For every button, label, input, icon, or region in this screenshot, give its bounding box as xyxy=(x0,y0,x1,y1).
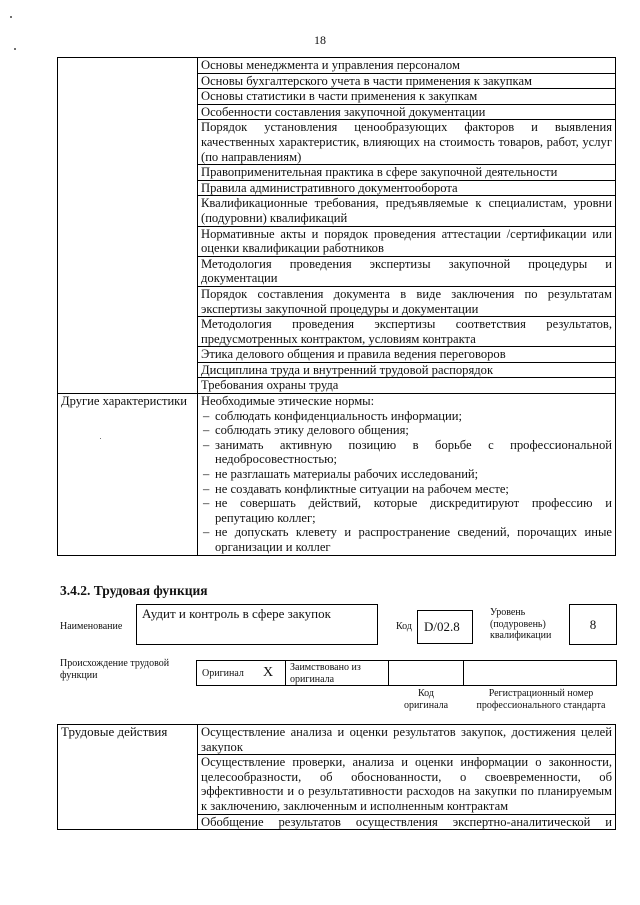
original-box xyxy=(196,660,286,686)
knowledge-item: Методология проведения экспертизы соответствия результатов, предусмотренных контрактом, условиям контракта xyxy=(198,317,616,347)
scan-speck xyxy=(14,48,16,50)
code-label: Код xyxy=(396,621,412,632)
knowledge-item: Основы бухгалтерского учета в части применения к закупкам xyxy=(198,73,616,89)
list-item: – не совершать действий, которые дискредитируют профессию и репутацию коллег; xyxy=(203,496,612,525)
knowledge-item: Основы менеджмента и управления персоналом xyxy=(198,58,616,74)
knowledge-item: Требования охраны труда xyxy=(198,378,616,394)
knowledge-item: Квалификационные требования, предъявляемые к специалистам, уровни (подуровни) квалификаций xyxy=(198,196,616,226)
table-row xyxy=(58,58,616,74)
ethics-norms-cell xyxy=(198,394,616,556)
list-item: – соблюдать этику делового общения; xyxy=(203,423,409,438)
norm-text: занимать активную позицию в борьбе с профессиональной недобросовестностью; xyxy=(215,437,612,467)
function-name-value: Аудит и контроль в сфере закупок xyxy=(142,606,331,621)
action-item: Осуществление проверки, анализа и оценки информации о законности, целесообразности, об обоснованности, о своевременности, об эффективности и о результативности расходов на закупки по планируемым к заключению, заключенным и исполненным контрактам xyxy=(198,755,616,814)
knowledge-item: Этика делового общения и правила ведения переговоров xyxy=(198,347,616,363)
code-original-box xyxy=(388,660,464,686)
level-value: 8 xyxy=(589,617,597,632)
norm-text: соблюдать конфиденциальность информации; xyxy=(215,408,463,423)
code-value: D/02.8 xyxy=(424,619,460,634)
name-label: Наименование xyxy=(60,621,123,632)
empty-label-cell xyxy=(58,58,198,394)
code-original-caption: Код оригинала xyxy=(403,688,449,711)
scan-speck xyxy=(10,16,12,18)
ethics-norms-list xyxy=(201,409,612,555)
borrowed-box xyxy=(285,660,389,686)
knowledge-item: Порядок составления документа в виде заключения по результатам экспертизы закупочной процедуры и документации xyxy=(198,286,616,316)
actions-table xyxy=(57,724,616,830)
origin-label: Происхождение трудовой функции xyxy=(60,658,170,681)
list-item: – соблюдать конфиденциальность информации; xyxy=(203,408,463,423)
ethics-norms-intro: Необходимые этические нормы: xyxy=(201,394,375,409)
code-box xyxy=(417,610,473,644)
reg-number-box xyxy=(463,660,617,686)
action-item: Осуществление анализа и оценки результатов закупок, достижения целей закупок xyxy=(198,725,616,755)
knowledge-item: Дисциплина труда и внутренний трудовой распорядок xyxy=(198,362,616,378)
level-box xyxy=(569,604,617,645)
norm-text: не создавать конфликтные ситуации на рабочем месте; xyxy=(215,481,509,496)
action-item: Обобщение результатов осуществления экспертно-аналитической и xyxy=(198,814,616,830)
function-name-box xyxy=(136,604,378,645)
knowledge-item: Методология проведения экспертизы закупочной процедуры и документации xyxy=(198,256,616,286)
norm-text: не разглашать материалы рабочих исследований; xyxy=(215,467,479,482)
list-item: – не создавать конфликтные ситуации на рабочем месте; xyxy=(203,481,509,496)
list-item: – не допускать клевету и распространение сведений, порочащих иные организации и коллег xyxy=(203,525,612,554)
knowledge-item: Правоприменительная практика в сфере закупочной деятельности xyxy=(198,165,616,181)
norm-text: не допускать клевету и распространение сведений, порочащих иные организации и коллег xyxy=(215,525,612,554)
norm-text: не совершать действий, которые дискредитируют профессию и репутацию коллег; xyxy=(215,496,612,525)
borrowed-label: Заимствовано из оригинала xyxy=(290,662,361,685)
knowledge-item: Правила административного документооборота xyxy=(198,180,616,196)
table-row xyxy=(58,725,616,755)
knowledge-item: Основы статистики в части применения к закупкам xyxy=(198,89,616,105)
norm-text: соблюдать этику делового общения; xyxy=(215,423,409,438)
requirements-table xyxy=(57,57,616,556)
section-title: 3.4.2. Трудовая функция xyxy=(60,583,208,598)
level-label: Уровень (подуровень) квалификации xyxy=(490,607,552,641)
original-label: Оригинал xyxy=(202,668,244,679)
list-item: – занимать активную позицию в борьбе с профессиональной недобросовестностью; xyxy=(203,437,612,467)
list-item: – не разглашать материалы рабочих исследований; xyxy=(203,467,479,482)
original-mark: X xyxy=(263,665,274,680)
knowledge-item: Порядок установления ценообразующих факторов и выявления качественных характеристик, влияющих на стоимость товаров, работ, услуг (по направлениям) xyxy=(198,120,616,165)
knowledge-item: Особенности составления закупочной документации xyxy=(198,104,616,120)
reg-number-caption: Регистрационный номер профессионального стандарта xyxy=(476,688,606,711)
page-number: 18 xyxy=(314,33,326,47)
actions-label: Трудовые действия xyxy=(58,725,198,830)
table-row xyxy=(58,394,616,556)
knowledge-item: Нормативные акты и порядок проведения аттестации /сертификации или оценки квалификации работников xyxy=(198,226,616,256)
other-characteristics-label: Другие характеристики xyxy=(58,394,198,556)
